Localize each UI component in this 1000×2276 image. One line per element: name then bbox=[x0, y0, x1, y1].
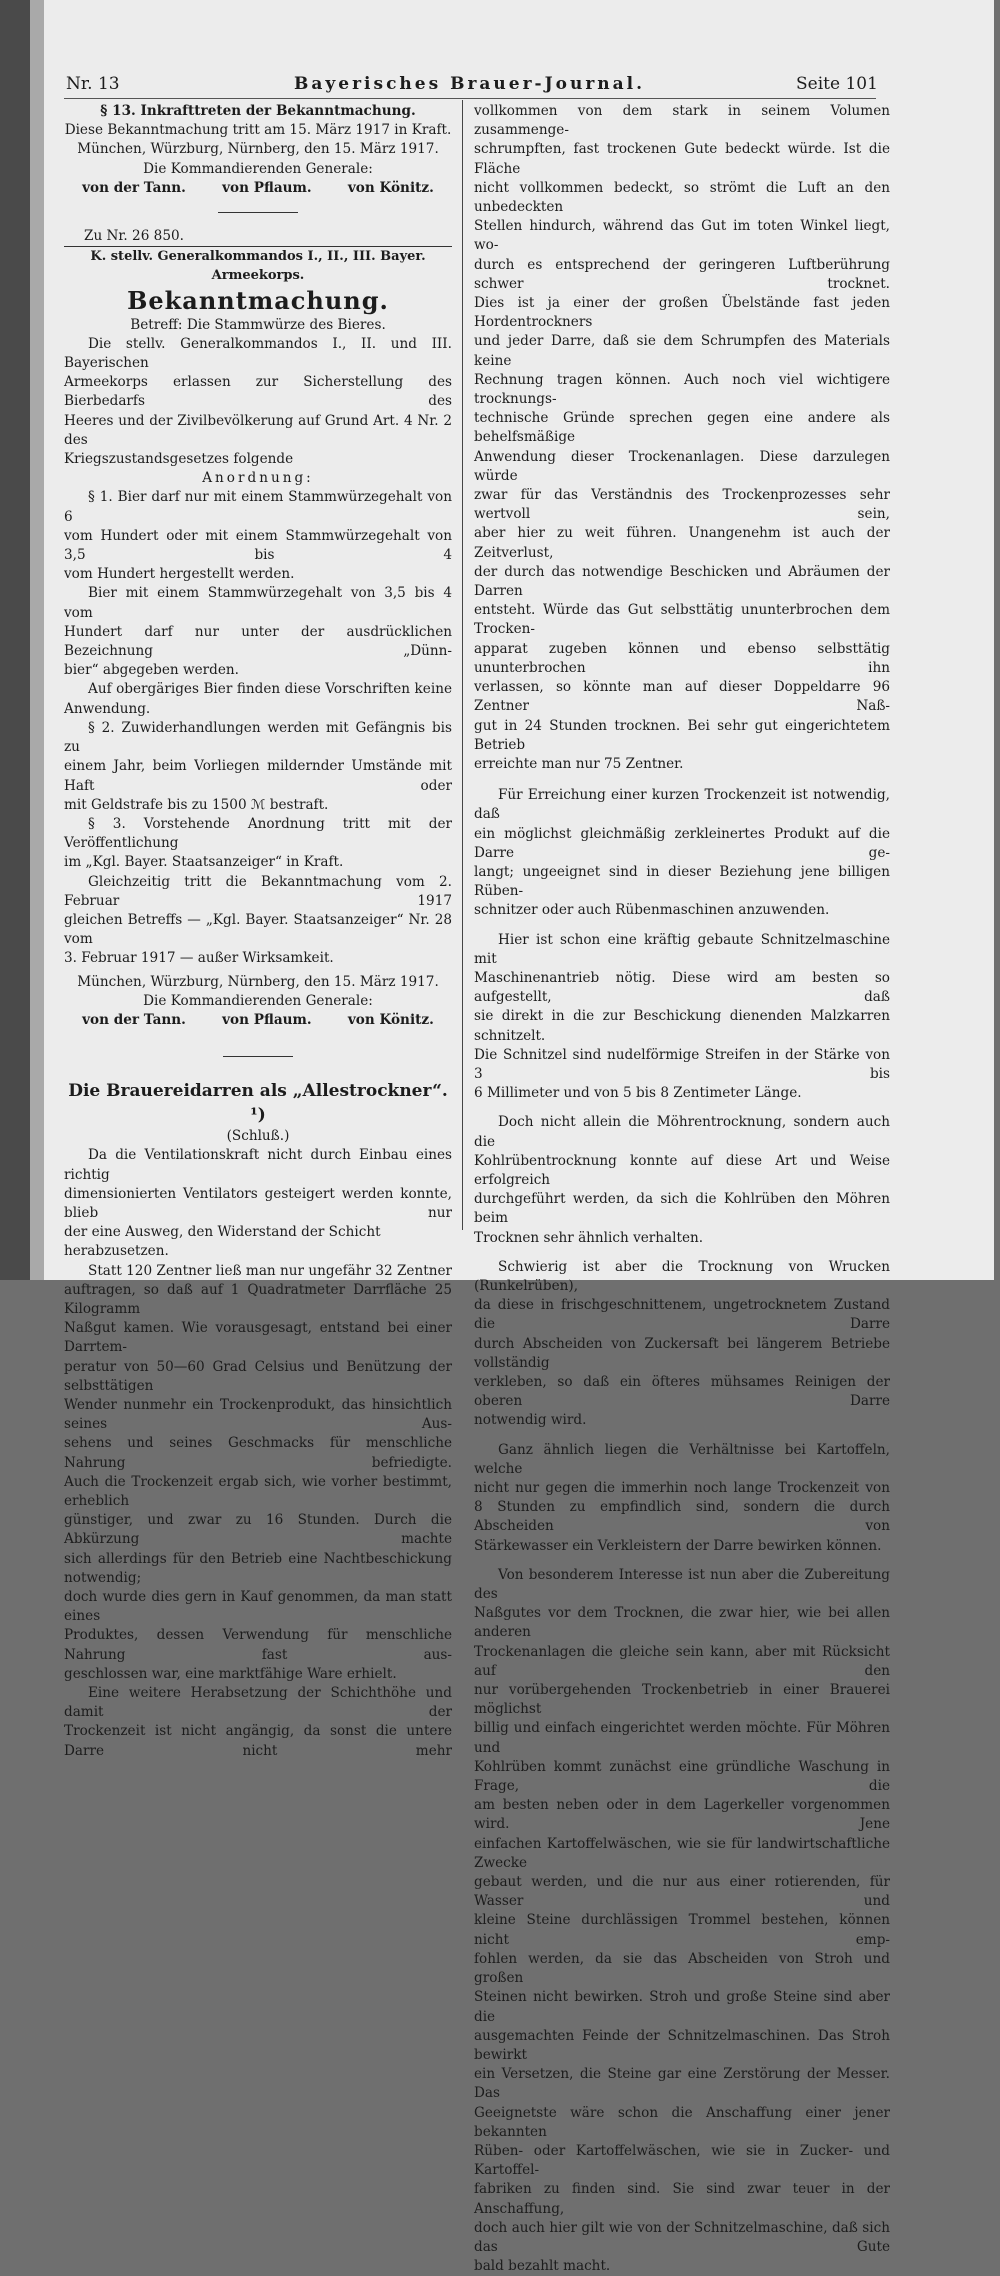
text-line: 3. Februar 1917 — außer Wirksamkeit. bbox=[64, 950, 334, 967]
section-13-title: § 13. Inkrafttreten der Bekanntmachung. bbox=[100, 103, 416, 119]
text-line: dimensionierten Ventilators gesteigert werden konnte, blieb nur bbox=[64, 1185, 452, 1221]
text-line: Kohlrüben kommt zunächst eine gründliche Waschung in Frage, die bbox=[474, 1758, 890, 1795]
text-line: Kriegszustandsgesetzes folgende bbox=[64, 451, 294, 468]
command-heading: K. stellv. Generalkommandos I., II., III. Bayer. Armeekorps. bbox=[64, 246, 452, 285]
text-line: vom Hundert oder mit einem Stammwürzegehalt von 3,5 bis 4 bbox=[64, 527, 452, 564]
left-column bbox=[64, 102, 452, 1761]
general-signature: von Könitz. bbox=[347, 179, 434, 196]
place-date-1: München, Würzburg, Nürnberg, den 15. März 1917. bbox=[77, 141, 439, 158]
text-line: gut in 24 Stunden trocknen. Bei sehr gut eingerichtetem Betrieb bbox=[474, 717, 890, 753]
text-line: der eine Ausweg, den Widerstand der Schicht herabzusetzen. bbox=[64, 1224, 381, 1260]
text-line: vollkommen von dem stark in seinem Volumen zusammenge- bbox=[474, 103, 890, 139]
general-signature: von Könitz. bbox=[347, 1011, 434, 1028]
text-line: doch auch hier gilt wie von der Schnitzelmaschine, daß sich das Gute bbox=[474, 2219, 890, 2255]
text-line: schrumpften, fast trockenen Gute bedeckt würde. Ist die Fläche bbox=[474, 141, 890, 177]
text-line: zwar für das Verständnis des Trockenprozesses sehr wertvoll sein, bbox=[474, 487, 890, 523]
general-signature: von der Tann. bbox=[82, 179, 186, 196]
text-line: Trockenanlagen die gleiche sein kann, aber mit Rücksicht auf den bbox=[474, 1643, 890, 1679]
text-line: günstiger, und zwar zu 16 Stunden. Durch die Abkürzung machte bbox=[64, 1512, 452, 1548]
text-line: Naßgut kamen. Wie vorausgesagt, entstand bei einer Darrtem- bbox=[64, 1320, 452, 1356]
text-line: aber hier zu weit führen. Unangenehm ist auch der Zeitverlust, bbox=[474, 525, 890, 561]
text-line: auftragen, so daß auf 1 Quadratmeter Darrfläche 25 Kilogramm bbox=[64, 1281, 452, 1317]
text-line: doch wurde dies gern in Kauf genommen, da man statt eines bbox=[64, 1589, 452, 1625]
text-line: Steinen nicht bewirken. Stroh und große Steine sind aber die bbox=[474, 1989, 890, 2025]
text-line: gleichen Betreffs — „Kgl. Bayer. Staatsanzeiger“ Nr. 28 vom bbox=[64, 911, 452, 948]
text-line: notwendig wird. bbox=[474, 1412, 587, 1429]
text-line: § 2. Zuwiderhandlungen werden mit Gefängnis bis zu bbox=[64, 719, 452, 756]
text-line: Rechnung tragen können. Auch noch viel wichtigere trocknungs- bbox=[474, 371, 890, 408]
text-line: Wender nunmehr ein Trockenprodukt, das hinsichtlich seines Aus- bbox=[64, 1396, 452, 1433]
text-line: fabriken zu finden sind. Sie sind zwar teuer in der Anschaffung, bbox=[474, 2181, 890, 2217]
column-divider bbox=[462, 100, 463, 1230]
text-line: Geeignetste wäre schon die Anschaffung einer jener bekannten bbox=[474, 2104, 890, 2140]
text-line: apparat zugeben können und ebenso selbsttätig ununterbrochen ihn bbox=[474, 640, 890, 676]
scanner-margin bbox=[0, 0, 44, 1280]
separator-rule bbox=[223, 1056, 293, 1057]
reference-number: Zu Nr. 26 850. bbox=[84, 228, 184, 245]
text-line: Rüben- oder Kartoffelwäschen, wie sie in Zucker- und Kartoffel- bbox=[474, 2142, 890, 2179]
page-number: Seite 101 bbox=[796, 74, 878, 94]
text-line: einem Jahr, beim Vorliegen mildernder Umstände mit Haft oder bbox=[64, 758, 452, 794]
newspaper-page bbox=[44, 0, 994, 2275]
text-line: ein möglichst gleichmäßig zerkleinertes Produkt auf die Darre ge- bbox=[474, 825, 890, 861]
text-line: da diese in frischgeschnittenem, ungetrocknetem Zustand die Darre bbox=[474, 1297, 890, 1333]
generals-label-2: Die Kommandierenden Generale: bbox=[143, 992, 373, 1009]
text-line: Trocknen sehr ähnlich verhalten. bbox=[474, 1229, 704, 1246]
text-line: Hier ist schon eine kräftig gebaute Schnitzelmaschine mit bbox=[474, 931, 890, 967]
text-line: sich allerdings für den Betrieb eine Nachtbeschickung notwendig; bbox=[64, 1550, 452, 1586]
text-line: peratur von 50—60 Grad Celsius und Benützung der selbsttätigen bbox=[64, 1358, 452, 1394]
text-line: bier“ abgegeben werden. bbox=[64, 662, 239, 679]
text-line: Für Erreichung einer kurzen Trockenzeit ist notwendig, daß bbox=[474, 787, 890, 823]
separator-rule bbox=[218, 212, 298, 213]
text-line: Hundert darf nur unter der ausdrücklichen Bezeichnung „Dünn- bbox=[64, 623, 452, 660]
text-line: Die Schnitzel sind nudelförmige Streifen in der Stärke von 3 bis bbox=[474, 1046, 890, 1082]
text-line: vom Hundert hergestellt werden. bbox=[64, 566, 295, 583]
text-line: Bier mit einem Stammwürzegehalt von 3,5 bis 4 vom bbox=[64, 585, 452, 621]
text-line: und jeder Darre, daß sie dem Schrumpfen des Materials keine bbox=[474, 333, 890, 369]
text-line: mit Geldstrafe bis zu 1500 ℳ bestraft. bbox=[64, 796, 329, 813]
place-date-2: München, Würzburg, Nürnberg, den 15. März 1917. bbox=[77, 973, 439, 990]
text-line: nur vorübergehenden Trockenbetrieb in einer Brauerei möglichst bbox=[474, 1682, 890, 1718]
text-line: Stärkewasser ein Verkleistern der Darre bewirken können. bbox=[474, 1537, 882, 1554]
text-line: nicht vollkommen bedeckt, so strömt die Luft an den unbedeckten bbox=[474, 179, 890, 216]
text-line: bald bezahlt macht. bbox=[474, 2258, 611, 2275]
text-line: kleine Steine durchlässigen Trommel bestehen, können nicht emp- bbox=[474, 1912, 890, 1948]
text-line: Armeekorps erlassen zur Sicherstellung des Bierbedarfs des bbox=[64, 374, 452, 410]
text-line: Auf obergäriges Bier finden diese Vorschriften keine bbox=[88, 681, 452, 698]
text-line: Produktes, dessen Verwendung für menschliche Nahrung fast aus- bbox=[64, 1627, 452, 1663]
text-line: verlassen, so könnte man auf dieser Doppeldarre 96 Zentner Naß- bbox=[474, 679, 890, 715]
text-line: Ganz ähnlich liegen die Verhältnisse bei Kartoffeln, welche bbox=[474, 1441, 890, 1477]
text-line: Die stellv. Generalkommandos I., II. und III. Bayerischen bbox=[64, 335, 452, 372]
text-line: im „Kgl. Bayer. Staatsanzeiger“ in Kraft. bbox=[64, 854, 344, 871]
text-line: 8 Stunden zu empfindlich sind, sondern die durch Abscheiden von bbox=[474, 1499, 890, 1535]
text-line: billig und einfach eingerichtet werden möchte. Für Möhren und bbox=[474, 1720, 890, 1756]
text-line: langt; ungeeignet sind in dieser Beziehung jene billigen Rüben- bbox=[474, 863, 890, 900]
general-signature: von Pflaum. bbox=[222, 179, 312, 196]
text-line: Statt 120 Zentner ließ man nur ungefähr 32 Zentner bbox=[88, 1262, 452, 1279]
text-line: durchgeführt werden, da sich die Kohlrüben den Möhren beim bbox=[474, 1191, 890, 1227]
right-column bbox=[474, 102, 890, 2276]
text-line: erreichte man nur 75 Zentner. bbox=[474, 755, 684, 772]
text-line: nicht nur gegen die immerhin noch lange Trockenzeit von bbox=[474, 1480, 890, 1497]
text-line: entsteht. Würde das Gut selbsttätig ununterbrochen dem Trocken- bbox=[474, 602, 890, 638]
text-line: Trockenzeit ist nicht angängig, da sonst die untere Darre nicht mehr bbox=[64, 1723, 452, 1759]
text-line: Schwierig ist aber die Trocknung von Wrucken (Runkelrüben), bbox=[474, 1258, 890, 1294]
issue-number: Nr. 13 bbox=[66, 74, 120, 94]
article-subtitle: (Schluß.) bbox=[226, 1128, 290, 1145]
text-line: durch es entsprechend der geringeren Luftberührung schwer trocknet. bbox=[474, 256, 890, 292]
generals-label-1: Die Kommandierenden Generale: bbox=[143, 160, 373, 177]
text-line: durch Abscheiden von Zuckersaft bei längerem Betriebe vollständig bbox=[474, 1335, 890, 1371]
general-signature: von der Tann. bbox=[82, 1011, 186, 1028]
text-line: geschlossen war, eine marktfähige Ware erhielt. bbox=[64, 1665, 397, 1682]
journal-title: Bayerisches Brauer-Journal. bbox=[294, 74, 646, 94]
announcement-title: Bekanntmachung. bbox=[127, 285, 389, 315]
text-line: sehens und seines Geschmacks für menschliche Nahrung befriedigte. bbox=[64, 1435, 452, 1471]
text-line: Gleichzeitig tritt die Bekanntmachung vom 2. Februar 1917 bbox=[64, 873, 452, 909]
text-line: Da die Ventilationskraft nicht durch Einbau eines richtig bbox=[64, 1147, 452, 1183]
adjacent-page-edge bbox=[30, 0, 44, 1280]
text-line: verkleben, so daß ein öfteres mühsames Reinigen der oberen Darre bbox=[474, 1374, 890, 1410]
section-13-text: Diese Bekanntmachung tritt am 15. März 1917 in Kraft. bbox=[64, 122, 452, 139]
text-line: gebaut werden, und die nur aus einer rotierenden, für Wasser und bbox=[474, 1874, 890, 1910]
text-line: Stellen hindurch, während das Gut im toten Winkel liegt, wo- bbox=[474, 218, 890, 254]
text-line: 6 Millimeter und von 5 bis 8 Zentimeter Länge. bbox=[474, 1085, 802, 1102]
text-line: ein Versetzen, die Steine gar eine Zerstörung der Messer. Das bbox=[474, 2066, 890, 2102]
text-line: am besten neben oder in dem Lagerkeller vorgenommen wird. Jene bbox=[474, 1797, 890, 1833]
text-line: der durch das notwendige Beschicken und Abräumen der Darren bbox=[474, 563, 890, 600]
general-signature: von Pflaum. bbox=[222, 1011, 312, 1028]
announcement-subject: Betreff: Die Stammwürze des Bieres. bbox=[130, 316, 386, 333]
text-line: Anwendung. bbox=[64, 700, 151, 717]
signatures-1 bbox=[64, 179, 452, 198]
text-line: einfachen Kartoffelwäschen, wie sie für landwirtschaftliche Zwecke bbox=[474, 1835, 890, 1871]
text-line: Eine weitere Herabsetzung der Schichthöhe und damit der bbox=[64, 1685, 452, 1721]
text-line: Doch nicht allein die Möhrentrocknung, sondern auch die bbox=[474, 1114, 890, 1150]
text-line: § 1. Bier darf nur mit einem Stammwürzegehalt von 6 bbox=[64, 489, 452, 525]
text-line: Naßgutes vor dem Trocknen, die zwar hier, wie bei allen anderen bbox=[474, 1605, 890, 1641]
text-line: Dies ist ja einer der großen Übelstände fast jeden Hordentrockners bbox=[474, 295, 890, 331]
article-title: Die Brauereidarren als „Allestrockner“. ¹) bbox=[68, 1081, 448, 1126]
text-line: § 3. Vorstehende Anordnung tritt mit der Veröffentlichung bbox=[64, 815, 452, 852]
header-rule bbox=[64, 98, 876, 99]
text-line: Auch die Trockenzeit ergab sich, wie vorher bestimmt, erheblich bbox=[64, 1473, 452, 1509]
text-line: Heeres und der Zivilbevölkerung auf Grund Art. 4 Nr. 2 des bbox=[64, 412, 452, 448]
signatures-2 bbox=[64, 1011, 452, 1030]
text-line: Maschinenantrieb nötig. Diese wird am besten so aufgestellt, daß bbox=[474, 969, 890, 1006]
text-line: fohlen werden, da sie das Abscheiden von Stroh und großen bbox=[474, 1950, 890, 1987]
text-line: Anwendung dieser Trockenanlagen. Diese darzulegen würde bbox=[474, 448, 890, 484]
text-line: ausgemachten Feinde der Schnitzelmaschinen. Das Stroh bewirkt bbox=[474, 2027, 890, 2063]
text-line: schnitzer oder auch Rübenmaschinen anzuwenden. bbox=[474, 902, 830, 919]
text-line: Kohlrübentrocknung konnte auf diese Art und Weise erfolgreich bbox=[474, 1152, 890, 1188]
text-line: technische Gründe sprechen gegen eine andere als behelfsmäßige bbox=[474, 410, 890, 446]
ordinance-heading: Anordnung: bbox=[202, 470, 314, 487]
text-line: Von besonderem Interesse ist nun aber die Zubereitung des bbox=[474, 1566, 890, 1603]
text-line: sie direkt in die zur Beschickung dienenden Malzkarren schnitzelt. bbox=[474, 1008, 890, 1044]
